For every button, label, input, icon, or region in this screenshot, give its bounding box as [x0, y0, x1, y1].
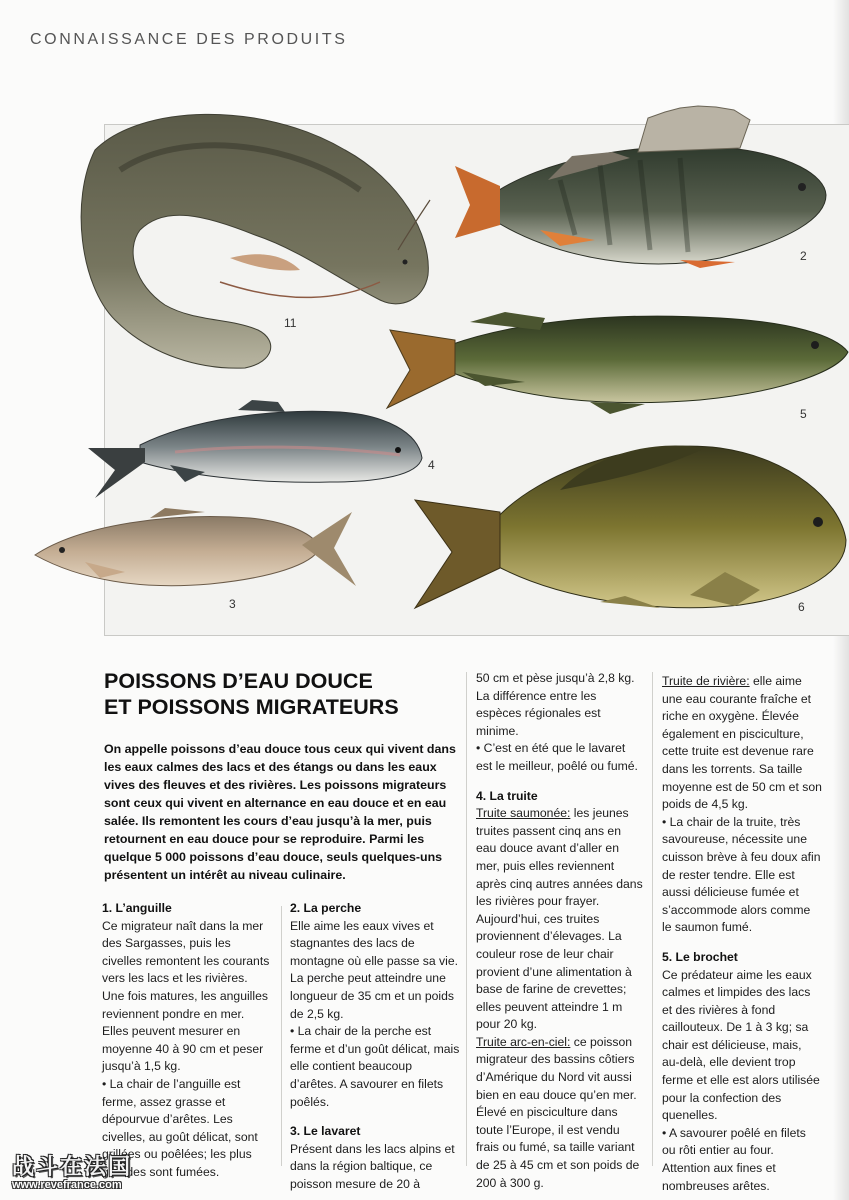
paragraph-brochet-1: Ce prédateur aime les eaux calmes et limpides des lacs et des rivières à fond caillouteux. De 1 à 3 kg; sa chair est délicieuse, mais, au-delà, elle devient trop ferme et elle est alors utilisée pour la confection des quenelles.	[662, 967, 820, 1123]
text-truite-saumonee: les jeunes truites passent cinq ans en eau douce avant d’aller en mer, puis elles reviennent après cinq autres années dans les rivières pour frayer. Aujourd’hui, ces truites proviennent d’élevages. La couleur rose de leur chair provient d’une alimentation à base de farine de crevettes; elles peuvent atteindre 1 m pour 20 kg.	[476, 806, 643, 1032]
paragraph-lavaret-1: Présent dans les lacs alpins et dans la région baltique, ce poisson mesure de 20 à	[290, 1141, 455, 1191]
text-column-1	[102, 900, 272, 1182]
watermark-logo: 战斗在法国	[12, 1155, 133, 1180]
paragraph-truite-saumonee	[476, 805, 644, 1034]
figure-number-6: 6	[798, 600, 805, 614]
section-heading-truite: 4. La truite	[476, 788, 538, 803]
catfish-11	[81, 114, 430, 368]
article-title-line-1: POISSONS D’EAU DOUCE	[104, 669, 373, 693]
paragraph-lavaret-1-cont: 50 cm et pèse jusqu’à 2,8 kg. La différence entre les espèces régionales est minime.	[476, 671, 635, 738]
column-rule	[652, 672, 653, 1166]
paragraph-truite-arc	[476, 1034, 644, 1192]
label-truite-de-riviere: Truite de rivière:	[662, 674, 750, 688]
perch-2	[455, 106, 826, 268]
carp-6	[415, 445, 846, 608]
figure-number-4: 4	[428, 458, 435, 472]
paragraph-perche-2: • La chair de la perche est ferme et d’un goût délicat, mais elle contient beaucoup d’arêtes. A savourer en filets poêlés.	[290, 1024, 460, 1109]
text-column-3	[476, 670, 644, 1192]
watermark-url: www.revefrance.com	[12, 1179, 122, 1191]
text-column-4	[662, 673, 822, 1195]
paragraph-truite-riviere	[662, 673, 822, 814]
section-heading-perche: 2. La perche	[290, 901, 362, 915]
site-watermark	[12, 1150, 132, 1191]
section-heading-lavaret: 3. Le lavaret	[290, 1124, 361, 1139]
whitefish-3	[35, 508, 356, 586]
article-title	[104, 668, 464, 720]
label-truite-arc-en-ciel: Truite arc-en-ciel:	[476, 1034, 571, 1049]
article-intro: On appelle poissons d’eau douce tous ceux qui vivent dans les eaux calmes des lacs et des étangs ou dans les eaux vives des fleuves et des rivières. Les poissons migrateurs sont ceux qui vivent en alternance en eau douce et en eau salée. Ils remontent les cours d’eau jusqu’à la mer, puis retournent en eau douce pour se reproduire. Parmi les quelque 5 000 poissons d’eau douce, seuls quelques-uns présentent un intérêt au niveau culinaire.	[104, 742, 456, 882]
label-truite-saumonee: Truite saumonée:	[476, 806, 571, 821]
column-rule	[466, 672, 467, 1166]
pike-5	[387, 312, 848, 414]
text-truite-arc-en-ciel: ce poisson migrateur des bassins côtiers d’Amérique du Nord vit aussi bien en eau douce qu’en mer. Élevé en pisciculture dans toute l’Europe, il est vendu frais ou fumé, sa taille variant de 25 à 45 cm et son poids de 200 à 300 g.	[476, 1034, 640, 1190]
trout-4	[88, 400, 422, 498]
text-truite-de-riviere: elle aime une eau courante fraîche et riche en oxygène. Élevée également en pisciculture, cette truite est devenue rare dans les torrents. Sa taille moyenne est de 50 cm et son poids de 4,5 kg.	[662, 674, 822, 812]
figure-number-11: 11	[284, 316, 297, 330]
paragraph-lavaret-2: • C’est en été que le lavaret est le meilleur, poêlé ou fumé.	[476, 741, 638, 773]
paragraph-anguille-1: Ce migrateur naît dans la mer des Sargasses, puis les civelles remontent les courants vers les lacs et les rivières. Une fois matures, les anguilles reviennent pondre en mer. Elles peuvent mesurer en moyenne 40 à 90 cm et peser jusqu’à 1,5 kg.	[102, 918, 270, 1074]
column-rule	[281, 906, 282, 1166]
figure-number-3: 3	[229, 597, 236, 611]
paragraph-anguille-2: • La chair de l’anguille est ferme, assez grasse et dépourvue d’arêtes. Les civelles, au goût délicat, sont grillées ou poêlées; les plus grandes sont fumées.	[102, 1076, 258, 1179]
paragraph-perche-1: Elle aime les eaux vives et stagnantes des lacs de montagne où elle passe sa vie. La perche peut atteindre une longueur de 35 cm et un poids de 2,5 kg.	[290, 918, 459, 1021]
paragraph-truite-chair: • La chair de la truite, très savoureuse, nécessite une cuisson brève à feu doux afin de rester tendre. Elle est aussi délicieuse fumée et s’accommode alors comme le saumon fumé.	[662, 814, 821, 935]
article-title-line-2: ET POISSONS MIGRATEURS	[104, 695, 399, 719]
figure-number-2: 2	[800, 249, 807, 263]
section-heading-anguille: 1. L’anguille	[102, 901, 172, 915]
section-heading-brochet: 5. Le brochet	[662, 949, 738, 964]
figure-number-5: 5	[800, 407, 807, 421]
running-head: CONNAISSANCE DES PRODUITS	[30, 31, 348, 48]
text-column-2	[290, 900, 460, 1194]
paragraph-brochet-2: • A savourer poêlé en filets ou rôti entier au four. Attention aux fines et nombreuses arêtes.	[662, 1125, 806, 1193]
